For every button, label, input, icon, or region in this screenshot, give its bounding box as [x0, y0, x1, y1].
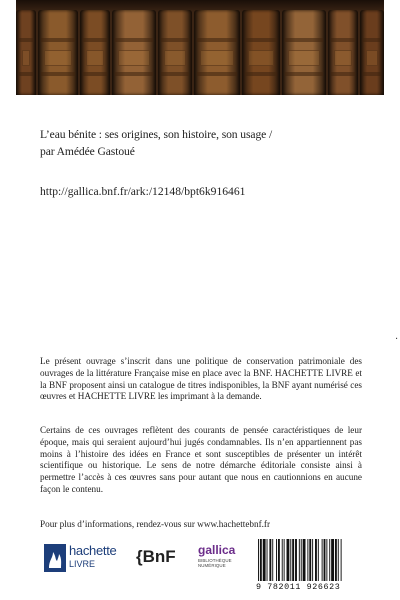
barcode-bar: [290, 539, 291, 581]
barcode-bar: [309, 539, 311, 581]
livre-wordmark: LIVRE: [69, 559, 96, 569]
book-spine: [282, 10, 326, 95]
gallica-logo: [196, 541, 244, 575]
spine-label: [22, 50, 30, 66]
spine-band: [331, 38, 355, 42]
barcode-bar: [263, 539, 266, 581]
book-spine: [194, 10, 240, 95]
barcode-bar: [307, 539, 308, 581]
barcode-bar: [278, 539, 280, 581]
barcode-bar: [318, 539, 319, 581]
spine-band: [197, 72, 237, 76]
barcode-bar: [303, 539, 306, 581]
spine-band: [161, 38, 189, 42]
spine-band: [83, 72, 107, 76]
spine-band: [363, 38, 381, 42]
spine-band: [285, 38, 323, 42]
notice-paragraph-1: Le présent ouvrage s’inscrit dans une politique de conservation patrimoniale des ouvrages de la littérature Française mise en place avec la BNF. HACHETTE LIVRE et la BNF proposent ainsi un catalogue de titres indisponibles, la BNF ayant numérisé ces œuvres et HACHETTE LIVRE les imprimant à la demande.: [40, 356, 362, 402]
gallica-ark-url: http://gallica.bnf.fr/ark:/12148/bpt6k916461: [40, 185, 246, 198]
book-spine: [16, 10, 36, 95]
barcode-bar: [322, 539, 323, 581]
barcode-bar: [282, 539, 283, 581]
barcode-bar: [324, 539, 326, 581]
spine-band: [41, 38, 75, 42]
barcode-bar: [272, 539, 273, 581]
spine-band: [363, 72, 381, 76]
barcode-bar: [329, 539, 330, 581]
isbn-barcode: [256, 539, 374, 584]
hachette-flame-icon: [44, 544, 66, 572]
barcode-bar: [299, 539, 300, 581]
barcode-bar: [338, 539, 339, 581]
book-spine: [112, 10, 156, 95]
spine-label: [334, 50, 352, 66]
spine-label: [44, 50, 72, 66]
spine-label: [248, 50, 274, 66]
barcode-bar: [331, 539, 334, 581]
book-spine: [242, 10, 280, 95]
barcode-bar: [315, 539, 317, 581]
barcode-bar: [326, 539, 327, 581]
notice-paragraph-3: Pour plus d’informations, rendez-vous sur www.hachettebnf.fr: [40, 519, 271, 529]
notice-paragraph-2: Certains de ces ouvrages reflètent des courants de pensée caractéristiques de leur époque, mais qui seraient aujourd’hui jugés condamnables. Ils n’en appartiennent pas moins à l’histoire des idées en France et sont susceptibles de présenter un intérêt scientifique ou historique. Le sens de notre démarche éditoriale consiste ainsi à permettre l’accès à ces œuvres sans pour autant que nous en cautionnions en aucune façon le contenu.: [40, 425, 362, 494]
book-title: [40, 126, 370, 160]
gallica-tagline: BIBLIOTHÈQUE NUMÉRIQUE: [198, 558, 232, 568]
spine-band: [331, 72, 355, 76]
edge-mark: ·: [395, 334, 399, 345]
spine-band: [285, 72, 323, 76]
barcode-bar: [295, 539, 297, 581]
book-spine: [360, 10, 384, 95]
barcode-bar: [335, 539, 337, 581]
spine-label: [366, 50, 378, 66]
isbn-digits: 9 782011 926623: [256, 582, 341, 592]
spine-label: [118, 50, 150, 66]
book-spine: [158, 10, 192, 95]
spine-band: [19, 38, 33, 42]
spine-band: [83, 38, 107, 42]
barcode-bar: [269, 539, 271, 581]
spine-band: [115, 38, 153, 42]
spine-band: [161, 72, 189, 76]
barcode-bar: [284, 539, 285, 581]
hachette-livre-logo: [44, 543, 124, 573]
barcode-bar: [267, 539, 268, 581]
title-line-1: L’eau bénite : ses origines, son histoire, son usage /: [40, 128, 273, 141]
book-spine: [38, 10, 78, 95]
barcode-bar: [312, 539, 313, 581]
title-line-2: par Amédée Gastoué: [40, 145, 135, 158]
spine-band: [197, 38, 237, 42]
barcode-bar: [301, 539, 302, 581]
spine-label: [288, 50, 320, 66]
book-spine: [80, 10, 110, 95]
spine-band: [41, 72, 75, 76]
hachette-wordmark: hachette: [69, 543, 117, 558]
spine-band: [19, 72, 33, 76]
spine-label: [164, 50, 186, 66]
bnf-wordmark: {BnF: [136, 547, 176, 566]
barcode-bar: [276, 539, 277, 581]
spine-band: [115, 72, 153, 76]
gallica-wordmark: gallica: [198, 543, 236, 557]
spine-band: [245, 72, 277, 76]
barcode-bar: [341, 539, 342, 581]
book-spines-photo: [16, 0, 384, 95]
barcode-bar: [292, 539, 294, 581]
spine-label: [200, 50, 234, 66]
spine-band: [245, 38, 277, 42]
bnf-logo: [136, 547, 186, 569]
barcode-bar: [287, 539, 290, 581]
barcode-bar: [260, 539, 262, 581]
spine-label: [86, 50, 104, 66]
book-spine: [328, 10, 358, 95]
barcode-bar: [258, 539, 259, 581]
